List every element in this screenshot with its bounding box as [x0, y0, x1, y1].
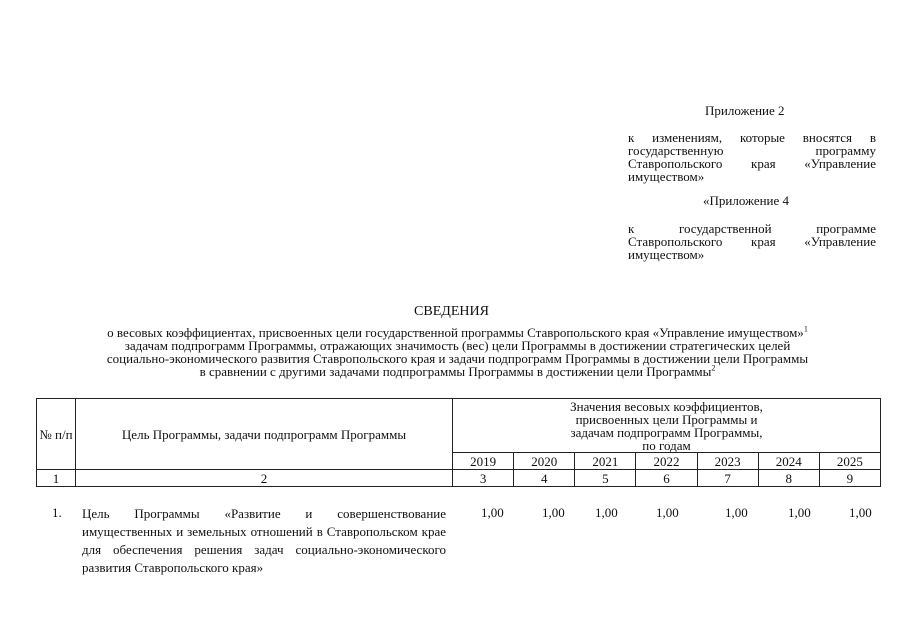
- col-goal-header: Цель Программы, задачи подпрограмм Программы: [76, 399, 453, 470]
- subtitle-line: в сравнении с другими задачами подпрограммы Программы в достижении цели Программы$^2$: [199, 363, 716, 379]
- year-header: 2020: [514, 453, 575, 470]
- subtitle-line: о весовых коэффициентах, присвоенных цели государственной программы Ставропольского края «Управление имуществом»$^1$: [107, 324, 808, 340]
- column-index: 7: [697, 470, 758, 487]
- column-index: 1: [37, 470, 76, 487]
- subtitle-line: задачам подпрограмм Программы, отражающих значимость (вес) цели Программы в достижении стратегических целей: [124, 338, 791, 353]
- col-num-header: № п/п: [37, 399, 76, 470]
- row-value: 1,00: [725, 505, 748, 520]
- column-index: 8: [758, 470, 819, 487]
- year-header: 2023: [697, 453, 758, 470]
- year-header: 2025: [819, 453, 880, 470]
- column-index: 4: [514, 470, 575, 487]
- row-value: 1,00: [656, 505, 679, 520]
- year-header: 2019: [453, 453, 514, 470]
- appendix-title: Приложение 2: [705, 103, 785, 118]
- appendix4-title: «Приложение 4: [703, 193, 790, 208]
- col-values-header: Значения весовых коэффициентов, присвоенных цели Программы и задачам подпрограмм Программы, по годам: [453, 399, 881, 453]
- footnote-mark: 1: [803, 324, 808, 334]
- row-value: 1,00: [788, 505, 811, 520]
- year-header: 2022: [636, 453, 697, 470]
- year-header: 2021: [575, 453, 636, 470]
- subtitle-line: социально-экономического развития Ставропольского края и задачи подпрограмм Программы в достижении цели Программы: [106, 351, 809, 366]
- row-goal-text: Цель Программы «Развитие и совершенствование имущественных и земельных отношений в Ставропольском крае для обеспечения решения задач социально-экономического развития Ставропольского края»: [82, 506, 446, 575]
- document-subtitle: [35, 326, 880, 378]
- coefficients-table: [36, 398, 881, 487]
- column-index: 2: [76, 470, 453, 487]
- document-title: СВЕДЕНИЯ: [414, 304, 489, 319]
- year-header: 2024: [758, 453, 819, 470]
- row-number: 1.: [52, 505, 62, 520]
- column-index: 6: [636, 470, 697, 487]
- row-value: 1,00: [542, 505, 565, 520]
- column-index: 5: [575, 470, 636, 487]
- footnote-mark: 2: [711, 363, 716, 373]
- column-index: 9: [819, 470, 880, 487]
- row-value: 1,00: [481, 505, 504, 520]
- row-value: 1,00: [849, 505, 872, 520]
- column-index: 3: [453, 470, 514, 487]
- appendix4-text: к государственной программе Ставропольского края «Управление имуществом»: [628, 221, 876, 262]
- row-value: 1,00: [595, 505, 618, 520]
- appendix-text: к изменениям, которые вносятся в государственную программу Ставропольского края «Управление имуществом»: [628, 130, 876, 184]
